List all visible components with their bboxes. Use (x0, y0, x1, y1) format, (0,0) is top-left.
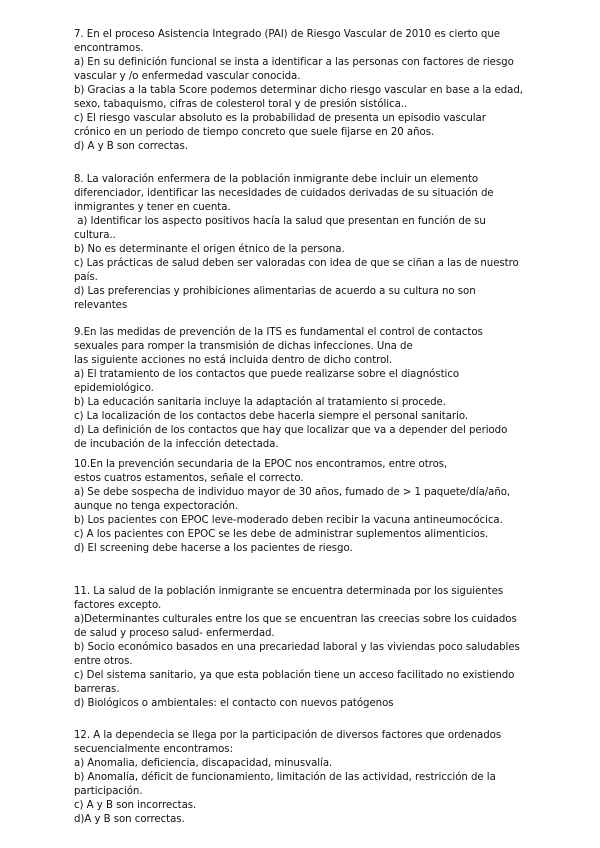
question-12-line: c) A y B son incorrectas. (74, 800, 197, 811)
question-12-line: secuencialmente encontramos: (74, 744, 233, 755)
question-8 (74, 173, 544, 313)
question-7 (74, 28, 544, 154)
question-10-line: 10.En la prevención secundaria de la EPOC nos encontramos, entre otros, (74, 459, 448, 470)
question-11-line: b) Socio económico basados en una precariedad laboral y las viviendas poco saludables (74, 642, 520, 653)
question-11-line: de salud y proceso salud- enfermerdad. (74, 628, 275, 639)
question-11-line: a)Determinantes culturales entre los que se encuentran las creecias sobre los cuidados (74, 614, 517, 625)
question-7-line: vascular y /o enfermedad vascular conocida. (74, 71, 301, 82)
question-10-line: estos cuatros estamentos, señale el correcto. (74, 473, 304, 484)
question-10-line: a) Se debe sospecha de individuo mayor de 30 años, fumado de > 1 paquete/día/año, (74, 487, 511, 498)
question-12-line: participación. (74, 786, 143, 797)
question-7-line: 7. En el proceso Asistencia Integrado (PAI) de Riesgo Vascular de 2010 es cierto que (74, 29, 500, 40)
question-8-line: c) Las prácticas de salud deben ser valoradas con idea de que se ciñan a las de nuestro (74, 258, 519, 269)
question-9-line: epidemiológico. (74, 383, 154, 394)
question-11-line: 11. La salud de la población inmigrante se encuentra determinada por los siguientes (74, 586, 504, 597)
question-10-line: d) El screening debe hacerse a los pacientes de riesgo. (74, 543, 353, 554)
question-9-line: de incubación de la infección detectada. (74, 439, 279, 450)
question-8-line: relevantes (74, 300, 128, 311)
question-10-line: b) Los pacientes con EPOC leve-moderado deben recibir la vacuna antineumocócica. (74, 515, 503, 526)
question-8-line: d) Las preferencias y prohibiciones alimentarias de acuerdo a su cultura no son (74, 286, 476, 297)
question-9-line: a) El tratamiento de los contactos que puede realizarse sobre el diagnóstico (74, 369, 460, 380)
question-8-line: b) No es determinante el origen étnico de la persona. (74, 244, 345, 255)
question-12-line: d)A y B son correctas. (74, 814, 185, 825)
question-7-line: b) Gracias a la tabla Score podemos determinar dicho riesgo vascular en base a la edad, (74, 85, 523, 96)
question-11-line: barreras. (74, 684, 120, 695)
question-9-line: c) La localización de los contactos debe hacerla siempre el personal sanitario. (74, 411, 469, 422)
question-8-line: diferenciador, identificar las necesidades de cuidados derivadas de su situación de (74, 188, 494, 199)
question-11 (74, 585, 544, 711)
question-10 (74, 458, 544, 556)
question-8-line: cultura.. (74, 230, 116, 241)
question-7-line: d) A y B son correctas. (74, 141, 188, 152)
question-8-line: a) Identificar los aspecto positivos hacía la salud que presentan en función de su (74, 216, 486, 227)
question-12-line: b) Anomalía, déficit de funcionamiento, limitación de las actividad, restricción de la (74, 772, 496, 783)
question-8-line: inmigrantes y tener en cuenta. (74, 202, 231, 213)
question-7-line: a) En su definición funcional se insta a identificar a las personas con factores de riesgo (74, 57, 514, 68)
question-9-line: las siguiente acciones no está incluida dentro de dicho control. (74, 355, 393, 366)
question-7-line: encontramos. (74, 43, 144, 54)
question-7-line: c) El riesgo vascular absoluto es la probabilidad de presenta un episodio vascular (74, 113, 486, 124)
question-12-line: a) Anomalia, deficiencia, discapacidad, minusvalía. (74, 758, 333, 769)
question-9-line: 9.En las medidas de prevención de la ITS es fundamental el control de contactos (74, 327, 483, 338)
question-9-line: sexuales para romper la transmisión de dichas infecciones. Una de (74, 341, 413, 352)
question-11-line: d) Biológicos o ambientales: el contacto con nuevos patógenos (74, 698, 394, 709)
question-9-line: b) La educación sanitaria incluye la adaptación al tratamiento si procede. (74, 397, 446, 408)
question-8-line: 8. La valoración enfermera de la población inmigrante debe incluir un elemento (74, 174, 479, 185)
question-9 (74, 326, 544, 452)
question-9-line: d) La definición de los contactos que hay que localizar que va a depender del periodo (74, 425, 508, 436)
question-11-line: entre otros. (74, 656, 133, 667)
question-10-line: c) A los pacientes con EPOC se les debe de administrar suplementos alimenticios. (74, 529, 489, 540)
question-12-line: 12. A la dependecia se llega por la participación de diversos factores que ordenados (74, 730, 502, 741)
question-8-line: país. (74, 272, 98, 283)
question-11-line: c) Del sistema sanitario, ya que esta población tiene un acceso facilitado no existiendo (74, 670, 515, 681)
question-12 (74, 729, 544, 827)
question-7-line: sexo, tabaquismo, cifras de colesterol toral y de presión sistólica.. (74, 99, 408, 110)
question-11-line: factores excepto. (74, 600, 162, 611)
question-7-line: crónico en un periodo de tiempo concreto que suele fijarse en 20 años. (74, 127, 435, 138)
question-10-line: aunque no tenga expectoración. (74, 501, 239, 512)
